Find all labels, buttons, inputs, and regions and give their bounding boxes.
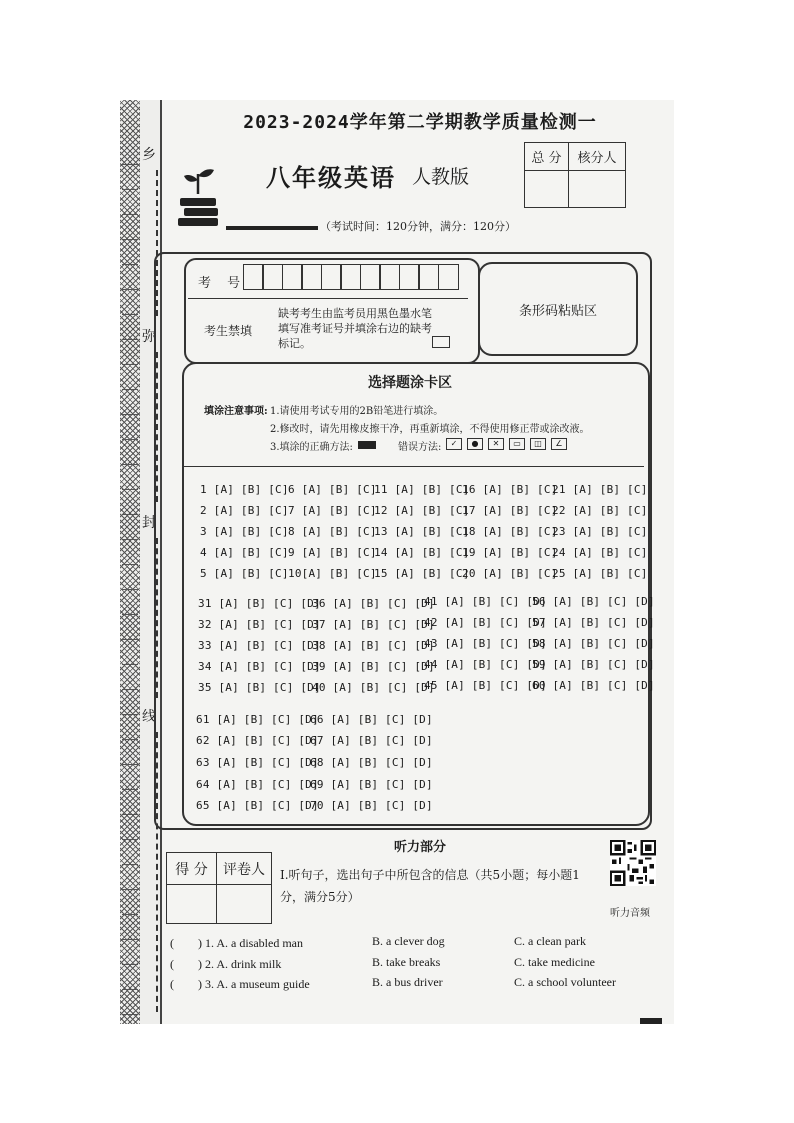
question-stem[interactable]: ( ) 1. A. a disabled man xyxy=(170,936,303,950)
answer-row[interactable]: 62 [A] [B] [C] [D] xyxy=(196,734,319,747)
grader-header: 评卷人 xyxy=(217,853,271,885)
absent-instruction: 缺考考生由监考员用黑色墨水笔填写准考证号并填涂右边的缺考标记。 xyxy=(278,307,432,350)
answer-row[interactable]: 21 [A] [B] [C] xyxy=(552,483,648,496)
option-b[interactable]: B. a clever dog xyxy=(372,934,445,948)
listening-section-title: 听力部分 xyxy=(394,840,447,855)
answer-row[interactable]: 16 [A] [B] [C] xyxy=(462,483,558,496)
answer-row[interactable]: 7 [A] [B] [C] xyxy=(288,504,377,517)
question-stem[interactable]: ( ) 2. A. drink milk xyxy=(170,957,282,971)
answer-row[interactable]: 63 [A] [B] [C] [D] xyxy=(196,756,319,769)
wrong-method-samples xyxy=(446,438,567,450)
answer-row[interactable]: 13 [A] [B] [C] xyxy=(374,525,470,538)
answer-row[interactable]: 69 [A] [B] [C] [D] xyxy=(310,778,433,791)
answer-row[interactable]: 9 [A] [B] [C] xyxy=(288,546,377,559)
answer-row[interactable]: 6 [A] [B] [C] xyxy=(288,483,377,496)
wrong-mark-sample: ● xyxy=(467,438,483,450)
answer-row[interactable]: 41 [A] [B] [C] [D] xyxy=(424,595,547,608)
answer-row[interactable]: 19 [A] [B] [C] xyxy=(462,546,558,559)
answer-row[interactable]: 60 [A] [B] [C] [D] xyxy=(532,679,655,692)
answer-row[interactable]: 59 [A] [B] [C] [D] xyxy=(532,658,655,671)
answer-row[interactable]: 3 [A] [B] [C] xyxy=(200,525,289,538)
answer-row[interactable]: 64 [A] [B] [C] [D] xyxy=(196,778,319,791)
answer-row[interactable]: 12 [A] [B] [C] xyxy=(374,504,470,517)
note-line: 3.填涂的正确方法: xyxy=(270,442,353,453)
grade-table xyxy=(166,852,272,924)
answer-row[interactable]: 68 [A] [B] [C] [D] xyxy=(310,756,433,769)
answer-row[interactable]: 20 [A] [B] [C] xyxy=(462,567,558,580)
absent-mark-box[interactable] xyxy=(432,336,450,348)
question-stem[interactable]: ( ) 3. A. a museum guide xyxy=(170,977,310,991)
answer-row[interactable]: 32 [A] [B] [C] [D] xyxy=(198,618,321,631)
title-underline xyxy=(226,226,318,230)
answer-row[interactable]: 39 [A] [B] [C] [D] xyxy=(312,660,435,673)
answer-row[interactable]: 45 [A] [B] [C] [D] xyxy=(424,679,547,692)
option-b[interactable]: B. take breaks xyxy=(372,955,441,969)
answer-row[interactable]: 70 [A] [B] [C] [D] xyxy=(310,799,433,812)
answer-row[interactable]: 38 [A] [B] [C] [D] xyxy=(312,639,435,652)
option-c[interactable]: C. a school volunteer xyxy=(514,975,616,989)
answer-row[interactable]: 61 [A] [B] [C] [D] xyxy=(196,713,319,726)
answer-row[interactable]: 5 [A] [B] [C] xyxy=(200,567,289,580)
correct-fill-sample xyxy=(358,441,376,449)
qr-label: 听力音频 xyxy=(610,908,650,919)
answer-row[interactable]: 4 [A] [B] [C] xyxy=(200,546,289,559)
wrong-mark-sample: ∠ xyxy=(551,438,567,450)
option-c[interactable]: C. a clean park xyxy=(514,934,586,948)
score-header: 得 分 xyxy=(167,853,217,885)
answer-row[interactable]: 33 [A] [B] [C] [D] xyxy=(198,639,321,652)
answer-row[interactable]: 1 [A] [B] [C] xyxy=(200,483,289,496)
exam-sheet xyxy=(120,100,674,1024)
binding-boxes xyxy=(122,140,138,1015)
answer-row[interactable]: 37 [A] [B] [C] [D] xyxy=(312,618,435,631)
answer-row[interactable]: 10[A] [B] [C] xyxy=(288,567,377,580)
wrong-mark-sample: ◫ xyxy=(530,438,546,450)
total-score-table xyxy=(524,142,626,208)
wrong-method-label: 错误方法: xyxy=(398,442,442,453)
wrong-mark-sample: ✕ xyxy=(488,438,504,450)
notes-label: 填涂注意事项: xyxy=(204,406,268,417)
answer-row[interactable]: 31 [A] [B] [C] [D] xyxy=(198,597,321,610)
total-score-header: 总 分 xyxy=(525,143,569,171)
checker-header: 核分人 xyxy=(569,143,625,171)
binding-char: 弥 xyxy=(142,329,156,345)
answer-row[interactable]: 57 [A] [B] [C] [D] xyxy=(532,616,655,629)
answer-area-title: 选择题涂卡区 xyxy=(368,375,452,391)
note-line: 2.修改时，请先用橡皮擦干净，再重新填涂，不得使用修正带或涂改液。 xyxy=(270,424,590,435)
subject-title: 八年级英语 xyxy=(266,163,396,192)
candidate-id-cells[interactable] xyxy=(244,264,459,290)
edition-label: 人教版 xyxy=(412,166,470,188)
answer-row[interactable]: 8 [A] [B] [C] xyxy=(288,525,377,538)
forbid-label: 考生禁填 xyxy=(204,324,253,338)
checker-cell xyxy=(569,171,625,207)
answer-row[interactable]: 42 [A] [B] [C] [D] xyxy=(424,616,547,629)
answer-row[interactable]: 44 [A] [B] [C] [D] xyxy=(424,658,547,671)
wrong-mark-sample: ✓ xyxy=(446,438,462,450)
answer-row[interactable]: 65 [A] [B] [C] [D] xyxy=(196,799,319,812)
barcode-label: 条形码粘贴区 xyxy=(518,303,597,319)
answer-row[interactable]: 2 [A] [B] [C] xyxy=(200,504,289,517)
answer-row[interactable]: 40 [A] [B] [C] [D] xyxy=(312,681,435,694)
answer-row[interactable]: 17 [A] [B] [C] xyxy=(462,504,558,517)
answer-row[interactable]: 25 [A] [B] [C] xyxy=(552,567,648,580)
answer-row[interactable]: 24 [A] [B] [C] xyxy=(552,546,648,559)
answer-row[interactable]: 23 [A] [B] [C] xyxy=(552,525,648,538)
answer-row[interactable]: 34 [A] [B] [C] [D] xyxy=(198,660,321,673)
binding-char: 封 xyxy=(142,515,156,531)
answer-row[interactable]: 11 [A] [B] [C] xyxy=(374,483,470,496)
note-line: 1.请使用考试专用的2B铅笔进行填涂。 xyxy=(270,406,444,417)
exam-title: 2023-2024学年第二学期教学质量检测一 xyxy=(243,112,597,133)
barcode-area xyxy=(478,262,638,356)
listening-instruction: Ⅰ.听句子，选出句子中所包含的信息（共5小题；每小题1分，满分5分） xyxy=(280,868,580,904)
wrong-mark-sample: ▭ xyxy=(509,438,525,450)
binding-char: 乡 xyxy=(142,147,156,163)
answer-row[interactable]: 43 [A] [B] [C] [D] xyxy=(424,637,547,650)
answer-row[interactable]: 14 [A] [B] [C] xyxy=(374,546,470,559)
option-b[interactable]: B. a bus driver xyxy=(372,975,443,989)
answer-row[interactable]: 66 [A] [B] [C] [D] xyxy=(310,713,433,726)
corner-mark xyxy=(640,1018,662,1024)
answer-row[interactable]: 58 [A] [B] [C] [D] xyxy=(532,637,655,650)
total-score-cell xyxy=(525,171,569,207)
binding-char: 线 xyxy=(142,709,156,725)
books-plant-icon xyxy=(176,164,222,228)
qr-code-icon[interactable] xyxy=(610,840,656,886)
option-c[interactable]: C. take medicine xyxy=(514,955,595,969)
answer-row[interactable]: 22 [A] [B] [C] xyxy=(552,504,648,517)
candidate-id-label: 考 号 xyxy=(198,276,247,291)
answer-row[interactable]: 15 [A] [B] [C] xyxy=(374,567,470,580)
answer-area-divider xyxy=(184,466,644,467)
grader-cell xyxy=(217,885,271,923)
id-box-divider xyxy=(188,298,468,299)
score-cell xyxy=(167,885,217,923)
answer-row[interactable]: 18 [A] [B] [C] xyxy=(462,525,558,538)
exam-time-info: （考试时间：120分钟，满分：120分） xyxy=(320,220,516,233)
answer-row[interactable]: 67 [A] [B] [C] [D] xyxy=(310,734,433,747)
answer-row[interactable]: 56 [A] [B] [C] [D] xyxy=(532,595,655,608)
answer-row[interactable]: 35 [A] [B] [C] [D] xyxy=(198,681,321,694)
answer-row[interactable]: 36 [A] [B] [C] [D] xyxy=(312,597,435,610)
